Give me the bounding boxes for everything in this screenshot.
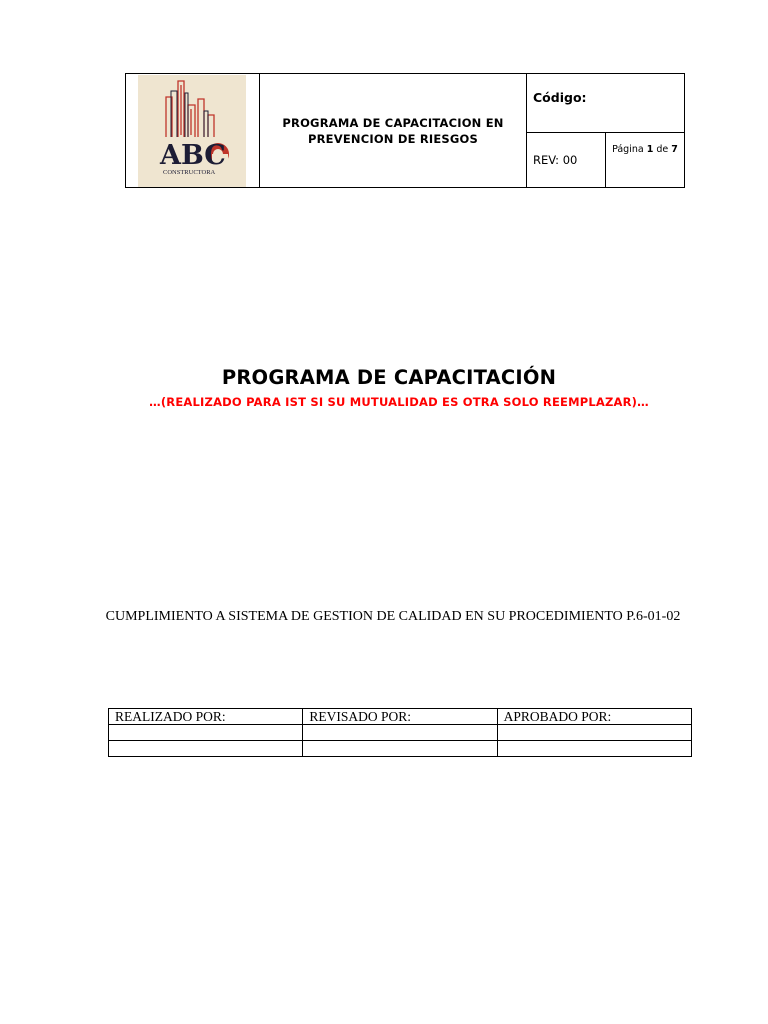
page-separator: de [656, 144, 669, 155]
logo-subtext: CONSTRUCTORA [163, 168, 216, 176]
logo-letters: ABC [160, 139, 226, 171]
signature-cell [303, 741, 497, 757]
signature-row [109, 741, 692, 757]
page-number-cell [606, 133, 685, 188]
revisado-header: REVISADO POR: [303, 709, 497, 725]
signature-table [108, 708, 692, 757]
revision-cell [527, 133, 606, 188]
signature-row [109, 725, 692, 741]
revision-label: REV: 00 [533, 153, 578, 167]
document-title: PROGRAMA DE CAPACITACION EN PREVENCION DE RIESGOS [282, 115, 504, 146]
signature-cell [497, 741, 691, 757]
signature-cell [109, 725, 303, 741]
signature-cell [497, 725, 691, 741]
subtitle-note: …(REALIZADO PARA IST SI SU MUTUALIDAD ES OTRA SOLO REEMPLAZAR)… [149, 395, 649, 409]
signature-header-row [109, 709, 692, 725]
realizado-header: REALIZADO POR: [109, 709, 303, 725]
page-total: 7 [671, 144, 678, 155]
compliance-statement: CUMPLIMIENTO A SISTEMA DE GESTION DE CALIDAD EN SU PROCEDIMIENTO P.6-01-02 [105, 609, 681, 624]
code-label: Código: [533, 90, 587, 105]
signature-cell [303, 725, 497, 741]
logo-cell [126, 74, 260, 188]
document-header [125, 73, 685, 188]
main-title: PROGRAMA DE CAPACITACIÓN [221, 366, 557, 389]
building-logo-icon [138, 75, 246, 187]
page-prefix: Página [612, 144, 644, 155]
signature-cell [109, 741, 303, 757]
code-cell [527, 74, 685, 133]
aprobado-header: APROBADO POR: [497, 709, 691, 725]
document-title-cell [260, 74, 527, 188]
company-logo [138, 75, 246, 187]
page-current: 1 [646, 144, 654, 155]
